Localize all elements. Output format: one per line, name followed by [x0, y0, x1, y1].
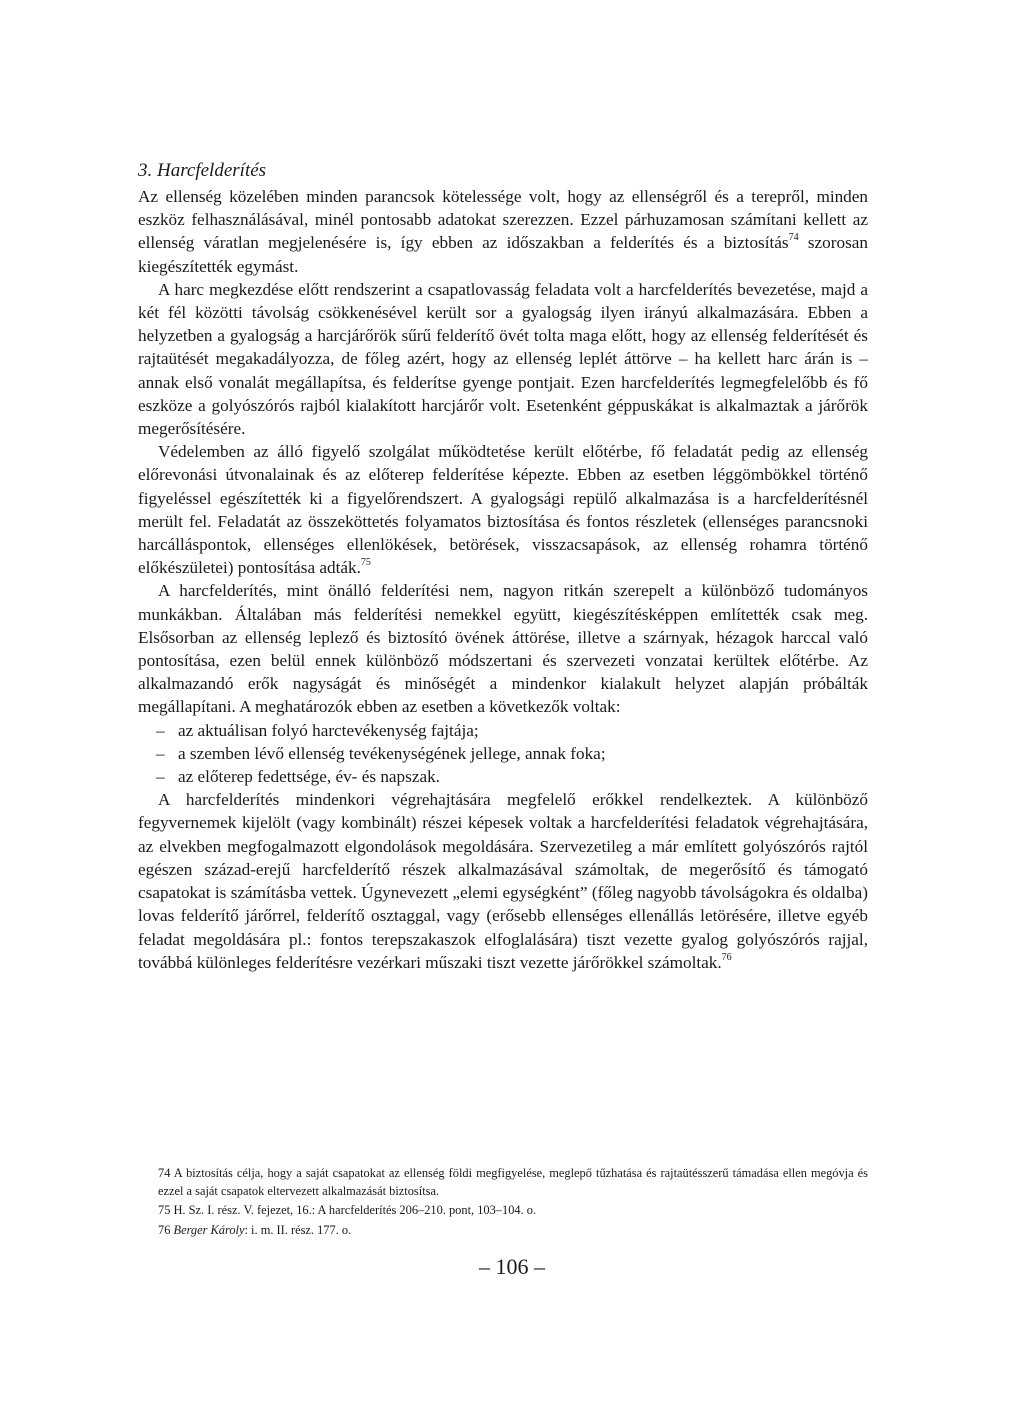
paragraph-4: A harcfelderítés, mint önálló felderítési nem, nagyon ritkán szerepelt a különböző tudományos munkákban. Általában más felderítési nemekkel együtt, kiegészítésképpen említették csak meg. Elsősorban az ellenség leplező és biztosító övének áttörése, illetve a szárnyak, hézagok harccal való pontosítása, ezen belül ennek különböző módszertani és szervezeti vonzatai kerültek előtérbe. Az alkalmazandó erők nagyságát és minőségét a mindenkor kialakult helyzet alapján próbálták megállapítani. A meghatározók ebben az esetben a következők voltak: — [138, 581, 868, 717]
body-text — [138, 185, 868, 974]
footnote-75: 75 H. Sz. I. rész. V. fejezet, 16.: A harcfelderítés 206–210. pont, 103–104. o. — [158, 1203, 537, 1217]
footnote-source: : i. m. II. rész. 177. o. — [244, 1222, 352, 1237]
footnote-author: Berger Károly — [173, 1222, 245, 1237]
footnote-76 — [158, 1222, 868, 1240]
paragraph-5 — [138, 788, 868, 974]
page-number: – 106 – — [479, 1254, 545, 1279]
paragraph-text: szorosan kiegészítették egymást. — [138, 233, 869, 276]
section-title: 3. Harcfelderítés — [138, 160, 267, 181]
paragraph-text: Az ellenség közelében minden parancsok kötelessége volt, hogy az ellenségről és a terepről, minden eszköz felhasználásával, minél pontosabb adatokat szerezzen. Ezzel párhuzamosan számítani kellett az ellenség váratlan megjelenésére is, így ebben az időszakban a felderítés és a biztosítás — [138, 187, 868, 253]
paragraph-text: A harcfelderítés mindenkori végrehajtására megfelelő erőkkel rendelkeztek. A különböző fegyvernemek kijelölt (vagy kombinált) részei képesek voltak a harcfelderítési feladatok végrehajtására, az elvekben megfogalmazott elgondolások megoldására. Szervezetileg a már említett golyószórós rajtól egészen század-erejű harcfelderítő részek alkalmazásával számoltak, de megerősítő és támogató csapatokat is számításba vettek. Úgynevezett „elemi egységként” (főleg nagyobb távolságokra és oldalba) lovas felderítő járőrrel, felderítő osztaggal, vagy (erősebb ellenséges ellenállás letörésére, illetve egyéb feladat megoldására pl.: fontos terepszakaszok elfoglalására) tiszt vezette gyalog golyószórós rajjal, továbbá különleges felderítésre vezérkari műszaki tiszt vezette járőrökkel számoltak. — [138, 790, 868, 972]
footnote-ref-74[interactable]: 74 — [788, 232, 799, 244]
list-item: – az előterep fedettsége, év- és napszak. — [138, 765, 868, 788]
list-item: – a szemben lévő ellenség tevékenységének jellege, annak foka; — [138, 742, 868, 765]
factor-list — [138, 719, 868, 789]
paragraph-3 — [138, 440, 868, 579]
list-item: – az aktuálisan folyó harctevékenység fajtája; — [138, 719, 868, 742]
footnotes — [158, 1165, 868, 1239]
paragraph-text: Védelemben az álló figyelő szolgálat működtetése került előtérbe, fő feladatát pedig az ellenség előrevonási útvonalainak és az előterep felderítése képezte. Ebben az esetben léggömbökkel történő figyeléssel egészítették ki a figyelőrendszert. A gyalogsági repülő alkalmazása is a harcfelderítésnél merült fel. Feladatát az összeköttetés folyamatos biztosítása és fontos részletek (ellenséges parancsnoki harcálláspontok, ellenséges ellenlökések, betörések, visszacsapások, az ellenség rohamra történő előkészületei) pontosítása adták. — [138, 442, 868, 578]
footnote-74: 74 A biztosítás célja, hogy a saját csapatokat az ellenség földi megfigyelése, meglepő tűzhatása és rajtaütésszerű támadása ellen megóvja és ezzel a saját csapatok eltervezett alkalmazását biztosítsa. — [158, 1166, 868, 1198]
paragraph-2: A harc megkezdése előtt rendszerint a csapatlovasság feladata volt a harcfelderítés bevezetése, majd a két fél közötti távolság csökkenésével került sor a gyalogság ilyen irányú alkalmazására. Ebben a helyzetben a gyalogság a harcjárőrök sűrű felderítő övét tolta maga előtt, hogy az ellenség felderítését és rajtaütését megakadályozza, de főleg azért, hogy az ellenség leplét áttörve – ha kellett harc árán is – annak első vonalát megállapítsa, és felderítse gyenge pontjait. Ezen harcfelderítés legmegfelelőbb és fő eszköze a golyószórós rajból kialakított harcjárőr volt. Esetenként géppuskákat is alkalmaztak a járőrök megerősítésére. — [138, 279, 868, 439]
paragraph-1 — [138, 185, 868, 278]
footnote-ref-75[interactable]: 75 — [360, 557, 371, 569]
footnote-ref-76[interactable]: 76 — [721, 951, 732, 963]
footnote-number: 76 — [158, 1222, 171, 1237]
